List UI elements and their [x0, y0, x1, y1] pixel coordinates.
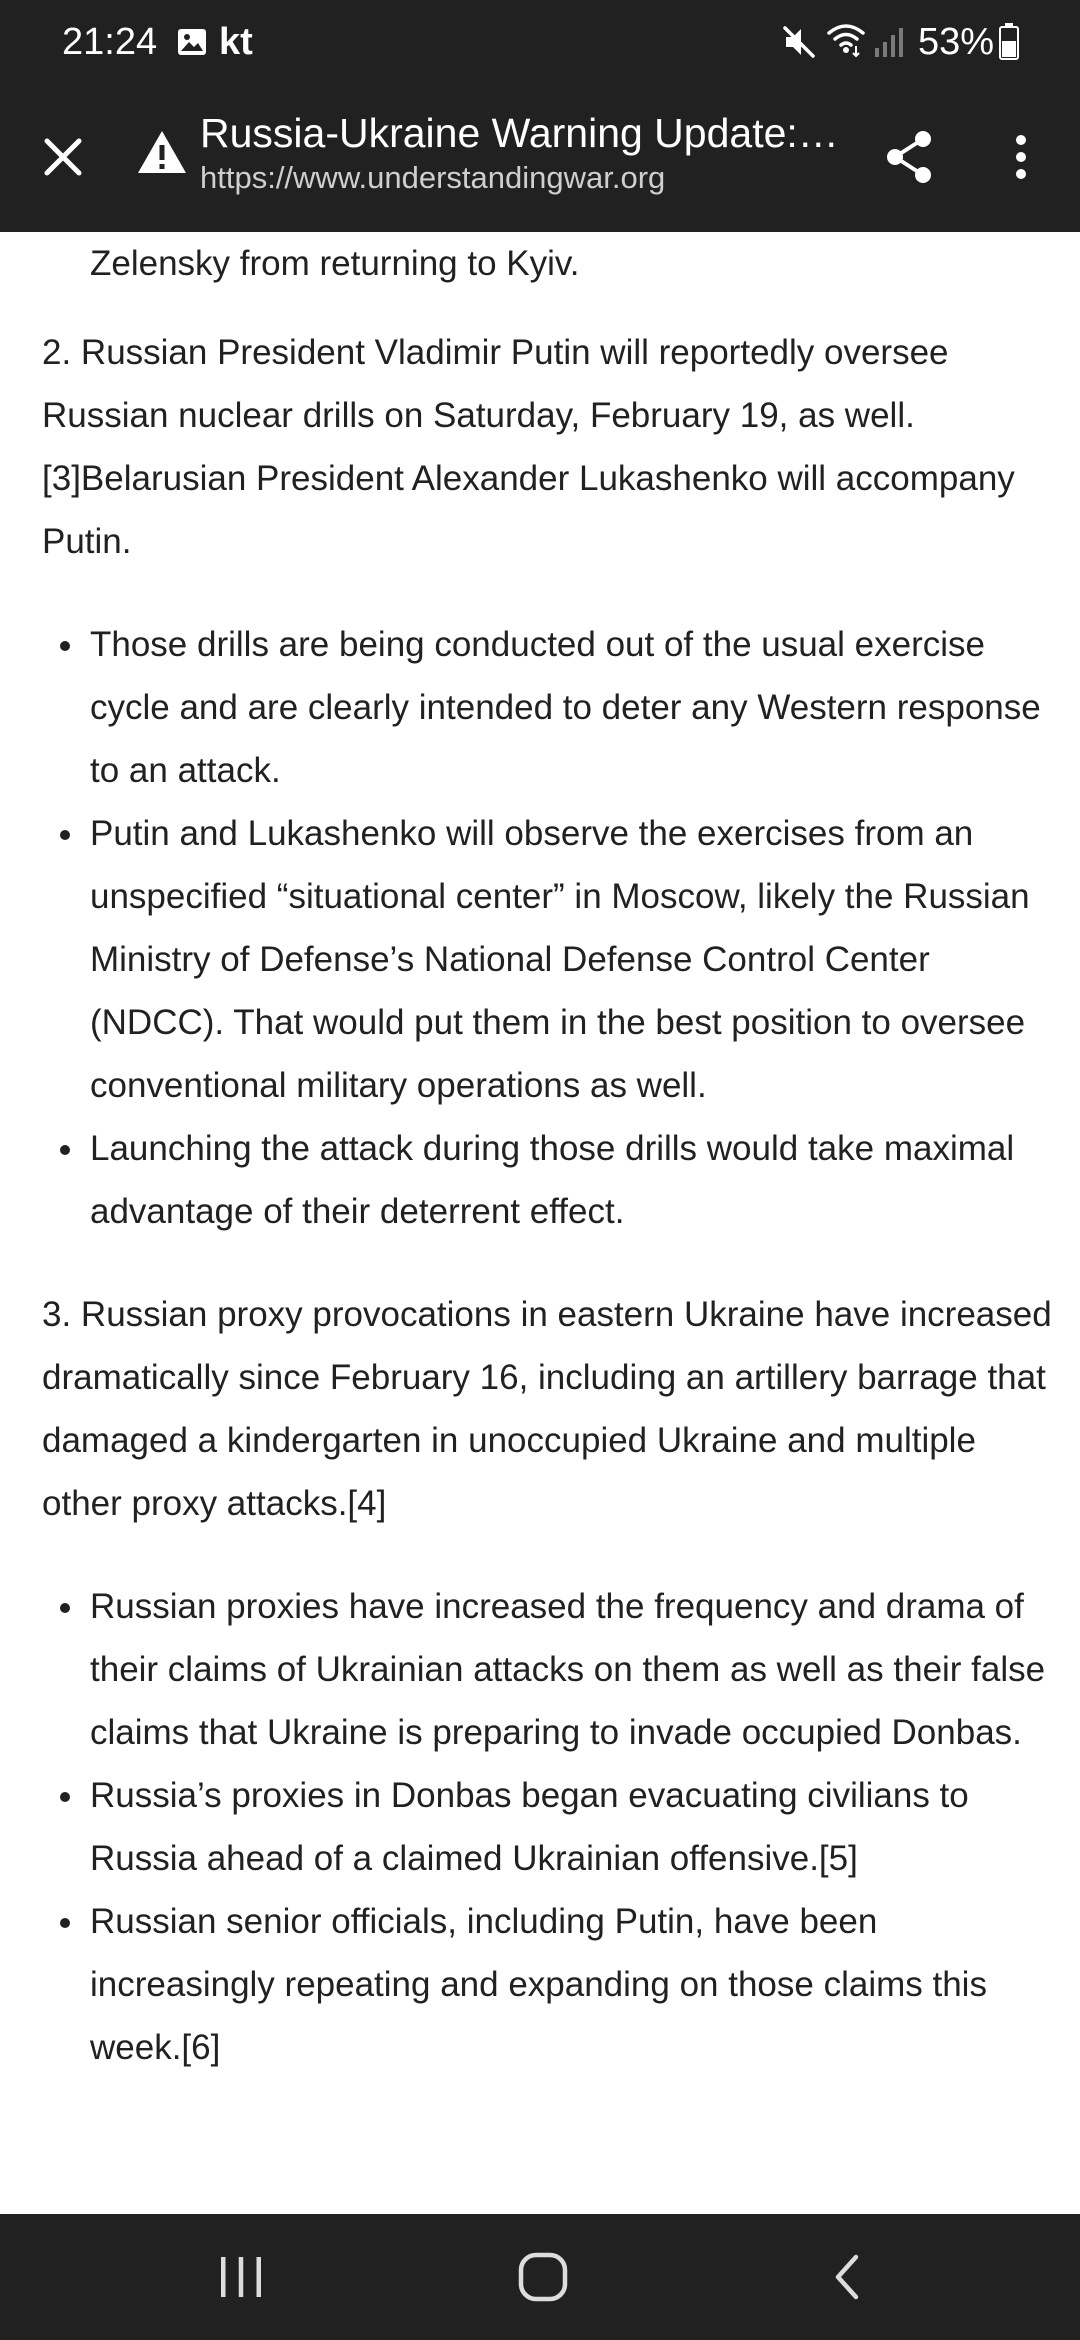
share-icon	[883, 129, 935, 185]
system-navigation-bar	[0, 2214, 1080, 2340]
more-vert-icon	[1013, 133, 1029, 181]
title-block[interactable]	[200, 108, 840, 198]
share-button[interactable]	[876, 124, 942, 190]
custom-tab-toolbar	[0, 84, 1080, 234]
close-icon	[43, 137, 83, 177]
image-icon	[176, 26, 208, 58]
list-item: Russian senior officials, including Putin, have been increasingly repeating and expanding on those claims this week.[6]	[90, 1890, 1060, 2079]
warning-icon[interactable]	[136, 128, 188, 176]
battery-percentage: 53%	[918, 21, 995, 63]
article-paragraph-2: 2. Russian President Vladimir Putin will reportedly oversee Russian nuclear drills on Saturday, February 19, as well.[3]Belarusian President Alexander Lukashenko will accompany Putin.	[42, 333, 1015, 561]
list-item: Launching the attack during those drills would take maximal advantage of their deterrent effect.	[90, 1117, 1060, 1243]
home-button[interactable]	[510, 2244, 576, 2310]
list-item: Russia’s proxies in Donbas began evacuating civilians to Russia ahead of a claimed Ukrainian offensive.[5]	[90, 1764, 1060, 1890]
signal-icon	[874, 26, 904, 58]
status-time: 21:24	[62, 21, 158, 63]
status-bar	[0, 0, 1080, 84]
wifi-icon	[826, 22, 866, 58]
page-title: Russia-Ukraine Warning Update:…	[200, 110, 839, 156]
page-url: https://www.understandingwar.org	[200, 160, 666, 195]
article-continuation-text: Zelensky from returning to Kyiv.	[90, 244, 580, 283]
list-item: Those drills are being conducted out of the usual exercise cycle and are clearly intended to deter any Western response to an attack.	[90, 613, 1060, 802]
bullet-list-2	[0, 613, 1080, 1243]
article-content[interactable]	[0, 232, 1080, 2214]
close-button[interactable]	[30, 124, 96, 190]
list-item: Putin and Lukashenko will observe the exercises from an unspecified “situational center” in Moscow, likely the Russian Ministry of Defense’s National Defense Control Center (NDCC). That would put them in the best position to oversee conventional military operations as well.	[90, 802, 1060, 1117]
recents-button[interactable]	[208, 2244, 274, 2310]
back-button[interactable]	[814, 2244, 880, 2310]
home-icon	[517, 2251, 569, 2303]
back-icon	[830, 2253, 864, 2301]
bullet-list-3	[0, 1575, 1080, 2079]
battery-icon	[998, 22, 1020, 60]
recents-icon	[217, 2255, 265, 2299]
status-carrier: kt	[219, 21, 253, 63]
article-paragraph-3: 3. Russian proxy provocations in eastern Ukraine have increased dramatically since February 16, including an artillery barrage that damaged a kindergarten in unoccupied Ukraine and multiple other proxy attacks.[4]	[42, 1295, 1052, 1523]
mute-icon	[782, 24, 816, 60]
more-options-button[interactable]	[988, 124, 1054, 190]
list-item: Russian proxies have increased the frequency and drama of their claims of Ukrainian attacks on them as well as their false claims that Ukraine is preparing to invade occupied Donbas.	[90, 1575, 1060, 1764]
